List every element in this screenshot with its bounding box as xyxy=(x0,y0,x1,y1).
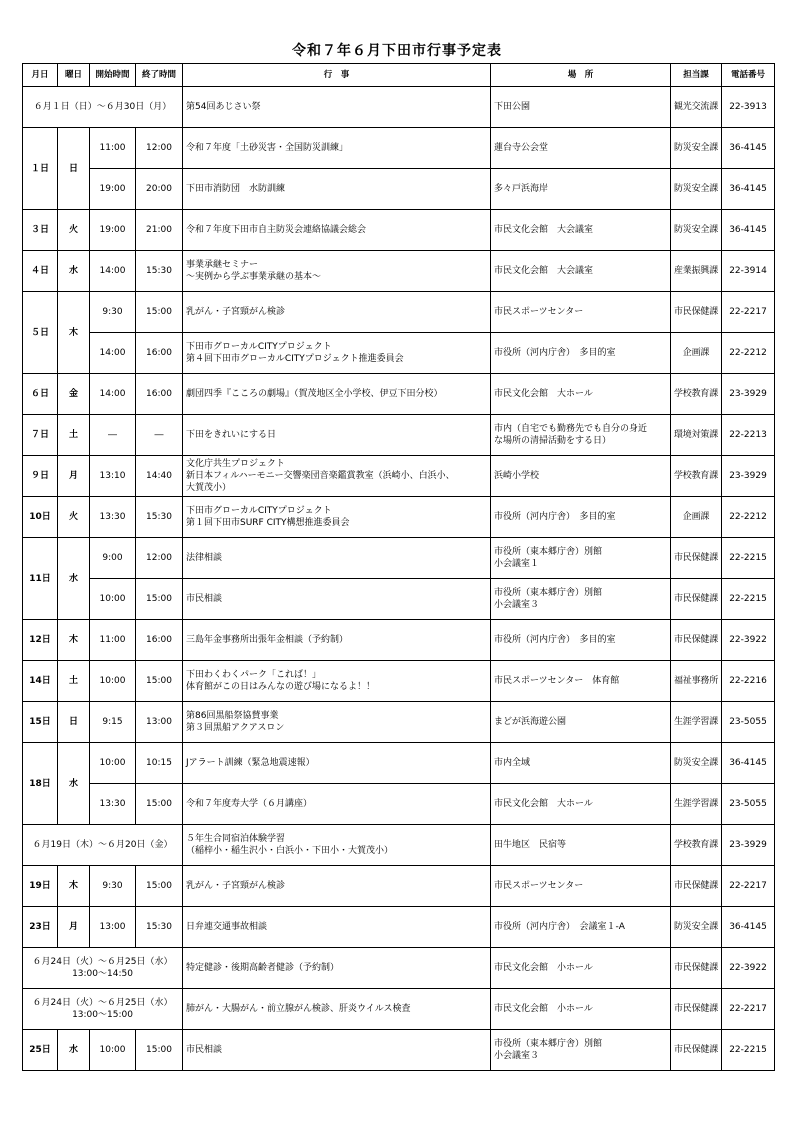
col-department: 担当課 xyxy=(671,64,722,87)
phone-cell: 22-2216 xyxy=(722,661,775,702)
place-cell: 市役所（東本郷庁舎）別館 小会議室３ xyxy=(491,579,671,620)
schedule-table xyxy=(22,63,775,1071)
event-cell: 事業承継セミナー ～実例から学ぶ事業承継の基本～ xyxy=(183,251,491,292)
place-cell: 市民文化会館 大会議室 xyxy=(491,210,671,251)
col-end-time: 終了時間 xyxy=(136,64,183,87)
weekday-cell: 水 xyxy=(58,743,90,825)
department-cell: 防災安全課 xyxy=(671,128,722,169)
start-time-cell: 10:00 xyxy=(90,743,136,784)
phone-cell: 22-2217 xyxy=(722,866,775,907)
start-time-cell: 13:30 xyxy=(90,497,136,538)
table-row xyxy=(23,743,775,784)
start-time-cell: 9:15 xyxy=(90,702,136,743)
col-date: 月日 xyxy=(23,64,58,87)
event-cell: ５年生合同宿泊体験学習 （稲梓小・稲生沢小・白浜小・下田小・大賀茂小） xyxy=(183,825,491,866)
event-cell: 文化庁共生プロジェクト 新日本フィルハーモニー交響楽団音楽鑑賞教室（浜崎小、白浜小、 大賀茂小） xyxy=(183,456,491,497)
place-cell: 市民スポーツセンター xyxy=(491,292,671,333)
event-cell: 市民相談 xyxy=(183,1030,491,1071)
end-time-cell: 14:40 xyxy=(136,456,183,497)
day-cell: ７日 xyxy=(23,415,58,456)
end-time-cell: 21:00 xyxy=(136,210,183,251)
phone-cell: 22-2212 xyxy=(722,497,775,538)
end-time-cell: 15:00 xyxy=(136,1030,183,1071)
department-cell: 生涯学習課 xyxy=(671,784,722,825)
event-cell: 法律相談 xyxy=(183,538,491,579)
phone-cell: 23-5055 xyxy=(722,702,775,743)
header-row xyxy=(23,64,775,87)
table-row xyxy=(23,620,775,661)
weekday-cell: 火 xyxy=(58,497,90,538)
col-start-time: 開始時間 xyxy=(90,64,136,87)
place-cell: 市内（自宅でも勤務先でも自分の身近 な場所の清掃活動をする日） xyxy=(491,415,671,456)
weekday-cell: 水 xyxy=(58,538,90,620)
department-cell: 防災安全課 xyxy=(671,169,722,210)
place-cell: 下田公園 xyxy=(491,87,671,128)
start-time-cell: 19:00 xyxy=(90,169,136,210)
event-cell: 下田わくわくパーク「これば！」 体育館がこの日はみんなの遊び場になるよ！！ xyxy=(183,661,491,702)
table-row xyxy=(23,989,775,1030)
end-time-cell: 20:00 xyxy=(136,169,183,210)
event-cell: 第86回黒船祭協賛事業 第３回黒船アクアスロン xyxy=(183,702,491,743)
table-row xyxy=(23,497,775,538)
start-time-cell: 9:30 xyxy=(90,866,136,907)
department-cell: 市民保健課 xyxy=(671,989,722,1030)
event-cell: 令和７年度寿大学（６月講座） xyxy=(183,784,491,825)
event-cell: 肺がん・大腸がん・前立腺がん検診、肝炎ウイルス検査 xyxy=(183,989,491,1030)
day-cell: ５日 xyxy=(23,292,58,374)
place-cell: 田牛地区 民宿等 xyxy=(491,825,671,866)
phone-cell: 23-3929 xyxy=(722,825,775,866)
phone-cell: 23-3929 xyxy=(722,456,775,497)
weekday-cell: 水 xyxy=(58,1030,90,1071)
weekday-cell: 土 xyxy=(58,415,90,456)
place-cell: 蓮台寺公会堂 xyxy=(491,128,671,169)
start-time-cell: 13:30 xyxy=(90,784,136,825)
table-row xyxy=(23,210,775,251)
table-row xyxy=(23,87,775,128)
table-row xyxy=(23,579,775,620)
weekday-cell: 金 xyxy=(58,374,90,415)
date-range: ６月19日（木）～６月20日（金） xyxy=(23,825,183,866)
place-cell: 市民文化会館 大会議室 xyxy=(491,251,671,292)
end-time-cell: ― xyxy=(136,415,183,456)
phone-cell: 22-3913 xyxy=(722,87,775,128)
end-time-cell: 16:00 xyxy=(136,333,183,374)
start-time-cell: 14:00 xyxy=(90,333,136,374)
department-cell: 防災安全課 xyxy=(671,210,722,251)
phone-cell: 22-2217 xyxy=(722,292,775,333)
start-time-cell: 10:00 xyxy=(90,1030,136,1071)
end-time-cell: 15:00 xyxy=(136,866,183,907)
phone-cell: 22-2215 xyxy=(722,1030,775,1071)
end-time-cell: 13:00 xyxy=(136,702,183,743)
department-cell: 福祉事務所 xyxy=(671,661,722,702)
end-time-cell: 15:00 xyxy=(136,292,183,333)
weekday-cell: 月 xyxy=(58,456,90,497)
weekday-cell: 日 xyxy=(58,128,90,210)
day-cell: 15日 xyxy=(23,702,58,743)
table-row xyxy=(23,825,775,866)
end-time-cell: 15:00 xyxy=(136,579,183,620)
event-cell: 第54回あじさい祭 xyxy=(183,87,491,128)
event-cell: 乳がん・子宮頸がん検診 xyxy=(183,292,491,333)
event-cell: 下田市グローカルCITYプロジェクト 第４回下田市グローカルCITYプロジェクト推進委員会 xyxy=(183,333,491,374)
col-weekday: 曜日 xyxy=(58,64,90,87)
weekday-cell: 日 xyxy=(58,702,90,743)
event-cell: 下田市グローカルCITYプロジェクト 第１回下田市SURF CITY構想推進委員会 xyxy=(183,497,491,538)
place-cell: 多々戸浜海岸 xyxy=(491,169,671,210)
phone-cell: 22-3922 xyxy=(722,948,775,989)
event-cell: 乳がん・子宮頸がん検診 xyxy=(183,866,491,907)
table-row xyxy=(23,784,775,825)
day-cell: 25日 xyxy=(23,1030,58,1071)
department-cell: 学校教育課 xyxy=(671,374,722,415)
day-cell: 10日 xyxy=(23,497,58,538)
start-time-cell: 14:00 xyxy=(90,251,136,292)
day-cell: 23日 xyxy=(23,907,58,948)
event-cell: 下田をきれいにする日 xyxy=(183,415,491,456)
end-time-cell: 15:30 xyxy=(136,907,183,948)
department-cell: 環境対策課 xyxy=(671,415,722,456)
event-cell: 劇団四季『こころの劇場』（賀茂地区全小学校、伊豆下田分校） xyxy=(183,374,491,415)
start-time-cell: 9:30 xyxy=(90,292,136,333)
end-time-cell: 15:30 xyxy=(136,497,183,538)
department-cell: 企画課 xyxy=(671,497,722,538)
place-cell: 市民文化会館 大ホール xyxy=(491,784,671,825)
start-time-cell: 9:00 xyxy=(90,538,136,579)
phone-cell: 36-4145 xyxy=(722,128,775,169)
table-row xyxy=(23,128,775,169)
table-row xyxy=(23,661,775,702)
col-event: 行 事 xyxy=(183,64,491,87)
date-range: ６月24日（火）～６月25日（水） 13:00～15:00 xyxy=(23,989,183,1030)
department-cell: 企画課 xyxy=(671,333,722,374)
place-cell: 市役所（東本郷庁舎）別館 小会議室３ xyxy=(491,1030,671,1071)
end-time-cell: 16:00 xyxy=(136,374,183,415)
table-row xyxy=(23,251,775,292)
place-cell: 市民文化会館 小ホール xyxy=(491,948,671,989)
table-row xyxy=(23,866,775,907)
place-cell: 市役所（河内庁舎） 多目的室 xyxy=(491,620,671,661)
department-cell: 市民保健課 xyxy=(671,538,722,579)
day-cell: ３日 xyxy=(23,210,58,251)
place-cell: 市民文化会館 大ホール xyxy=(491,374,671,415)
start-time-cell: ― xyxy=(90,415,136,456)
department-cell: 産業振興課 xyxy=(671,251,722,292)
department-cell: 学校教育課 xyxy=(671,456,722,497)
event-cell: 令和７年度「土砂災害・全国防災訓練」 xyxy=(183,128,491,169)
weekday-cell: 木 xyxy=(58,620,90,661)
place-cell: 市役所（河内庁舎） 会議室１-A xyxy=(491,907,671,948)
place-cell: 市民スポーツセンター 体育館 xyxy=(491,661,671,702)
event-cell: 日弁連交通事故相談 xyxy=(183,907,491,948)
weekday-cell: 木 xyxy=(58,292,90,374)
page-title: 令和７年６月下田市行事予定表 xyxy=(292,43,502,59)
day-cell: ６日 xyxy=(23,374,58,415)
date-range: ６月１日（日）～６月30日（月） xyxy=(23,87,183,128)
day-cell: 19日 xyxy=(23,866,58,907)
place-cell: 市内全域 xyxy=(491,743,671,784)
start-time-cell: 10:00 xyxy=(90,579,136,620)
department-cell: 市民保健課 xyxy=(671,1030,722,1071)
table-row xyxy=(23,948,775,989)
phone-cell: 36-4145 xyxy=(722,210,775,251)
event-cell: 市民相談 xyxy=(183,579,491,620)
day-cell: 11日 xyxy=(23,538,58,620)
end-time-cell: 12:00 xyxy=(136,538,183,579)
end-time-cell: 15:30 xyxy=(136,251,183,292)
end-time-cell: 15:00 xyxy=(136,661,183,702)
department-cell: 学校教育課 xyxy=(671,825,722,866)
phone-cell: 36-4145 xyxy=(722,743,775,784)
department-cell: 市民保健課 xyxy=(671,620,722,661)
phone-cell: 22-3922 xyxy=(722,620,775,661)
day-cell: 12日 xyxy=(23,620,58,661)
table-row xyxy=(23,333,775,374)
place-cell: まどが浜海遊公園 xyxy=(491,702,671,743)
department-cell: 防災安全課 xyxy=(671,743,722,784)
department-cell: 生涯学習課 xyxy=(671,702,722,743)
place-cell: 浜崎小学校 xyxy=(491,456,671,497)
department-cell: 市民保健課 xyxy=(671,292,722,333)
phone-cell: 22-3914 xyxy=(722,251,775,292)
phone-cell: 36-4145 xyxy=(722,169,775,210)
place-cell: 市民スポーツセンター xyxy=(491,866,671,907)
end-time-cell: 16:00 xyxy=(136,620,183,661)
table-row xyxy=(23,538,775,579)
start-time-cell: 11:00 xyxy=(90,620,136,661)
phone-cell: 23-3929 xyxy=(722,374,775,415)
start-time-cell: 10:00 xyxy=(90,661,136,702)
phone-cell: 23-5055 xyxy=(722,784,775,825)
place-cell: 市役所（東本郷庁舎）別館 小会議室１ xyxy=(491,538,671,579)
start-time-cell: 19:00 xyxy=(90,210,136,251)
day-cell: 18日 xyxy=(23,743,58,825)
place-cell: 市民文化会館 小ホール xyxy=(491,989,671,1030)
event-cell: 三島年金事務所出張年金相談（予約制） xyxy=(183,620,491,661)
phone-cell: 36-4145 xyxy=(722,907,775,948)
start-time-cell: 13:10 xyxy=(90,456,136,497)
weekday-cell: 木 xyxy=(58,866,90,907)
department-cell: 市民保健課 xyxy=(671,866,722,907)
phone-cell: 22-2217 xyxy=(722,989,775,1030)
day-cell: １日 xyxy=(23,128,58,210)
place-cell: 市役所（河内庁舎） 多目的室 xyxy=(491,333,671,374)
end-time-cell: 15:00 xyxy=(136,784,183,825)
table-row xyxy=(23,415,775,456)
event-cell: 特定健診・後期高齢者健診（予約制） xyxy=(183,948,491,989)
day-cell: ４日 xyxy=(23,251,58,292)
weekday-cell: 水 xyxy=(58,251,90,292)
col-phone: 電話番号 xyxy=(722,64,775,87)
phone-cell: 22-2213 xyxy=(722,415,775,456)
department-cell: 観光交流課 xyxy=(671,87,722,128)
table-row xyxy=(23,374,775,415)
event-cell: 令和７年度下田市自主防災会連絡協議会総会 xyxy=(183,210,491,251)
table-row xyxy=(23,292,775,333)
day-cell: 14日 xyxy=(23,661,58,702)
phone-cell: 22-2215 xyxy=(722,579,775,620)
department-cell: 防災安全課 xyxy=(671,907,722,948)
end-time-cell: 10:15 xyxy=(136,743,183,784)
table-row xyxy=(23,702,775,743)
date-range: ６月24日（火）～６月25日（水） 13:00～14:50 xyxy=(23,948,183,989)
table-row xyxy=(23,456,775,497)
weekday-cell: 月 xyxy=(58,907,90,948)
weekday-cell: 火 xyxy=(58,210,90,251)
table-row xyxy=(23,1030,775,1071)
start-time-cell: 11:00 xyxy=(90,128,136,169)
event-cell: 下田市消防団 水防訓練 xyxy=(183,169,491,210)
col-place: 場 所 xyxy=(491,64,671,87)
day-cell: ９日 xyxy=(23,456,58,497)
end-time-cell: 12:00 xyxy=(136,128,183,169)
start-time-cell: 14:00 xyxy=(90,374,136,415)
place-cell: 市役所（河内庁舎） 多目的室 xyxy=(491,497,671,538)
department-cell: 市民保健課 xyxy=(671,579,722,620)
phone-cell: 22-2215 xyxy=(722,538,775,579)
phone-cell: 22-2212 xyxy=(722,333,775,374)
table-row xyxy=(23,907,775,948)
weekday-cell: 土 xyxy=(58,661,90,702)
department-cell: 市民保健課 xyxy=(671,948,722,989)
table-row xyxy=(23,169,775,210)
start-time-cell: 13:00 xyxy=(90,907,136,948)
event-cell: Jアラート訓練（緊急地震速報） xyxy=(183,743,491,784)
